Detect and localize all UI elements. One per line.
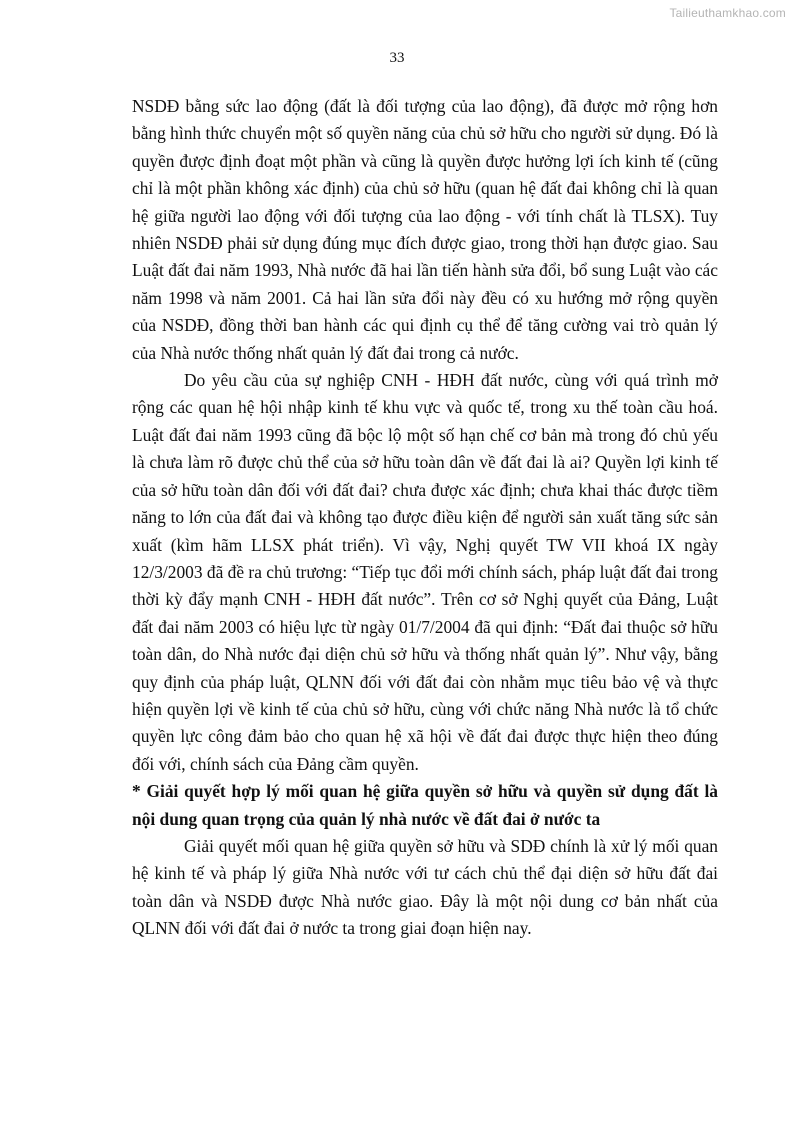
paragraph-cnh-hdh: Do yêu cầu của sự nghiệp CNH - HĐH đất nước, cùng với quá trình mở rộng các quan hệ hội nhập kinh tế khu vực và quốc tế, trong xu thế toàn cầu hoá. Luật đất đai năm 1993 cũng đã bộc lộ một số hạn chế cơ bản mà trong đó chủ yếu là chưa làm rõ được chủ thể của sở hữu toàn dân về đất đai là ai? Quyền lợi kinh tế của sở hữu toàn dân đối với đất đai? chưa được xác định; chưa khai thác được tiềm năng to lớn của đất đai và không tạo được điều kiện để người sản xuất tăng sức sản xuất (kìm hãm LLSX phát triển). Vì vậy, Nghị quyết TW VII khoá IX ngày 12/3/2003 đã đề ra chủ trương: “Tiếp tục đổi mới chính sách, pháp luật đất đai trong thời kỳ đẩy mạnh CNH - HĐH đất nước”. Trên cơ sở Nghị quyết của Đảng, Luật đất đai năm 2003 có hiệu lực từ ngày 01/7/2004 đã qui định: “Đất đai thuộc sở hữu toàn dân, do Nhà nước đại diện chủ sở hữu và thống nhất quản lý”. Như vậy, bằng quy định của pháp luật, QLNN đối với đất đai còn nhằm mục tiêu bảo vệ và thực hiện quyền lợi về kinh tế của chủ sở hữu, cùng với chức năng Nhà nước là tổ chức quyền lực công đảm bảo cho quan hệ xã hội về đất đai được thực hiện theo đúng đối với, chính sách của Đảng cầm quyền. [132,370,718,774]
paragraph-continuation: NSDĐ bằng sức lao động (đất là đối tượng của lao động), đã được mở rộng hơn bằng hình thức chuyển một số quyền năng của chủ sở hữu cho người sử dụng. Đó là quyền được định đoạt một phần và cũng là quyền được hưởng lợi ích kinh tế (cũng chỉ là một phần không xác định) của chủ sở hữu (quan hệ đất đai không chỉ là quan hệ giữa người lao động với đối tượng của lao động - với tính chất là TLSX). Tuy nhiên NSDĐ phải sử dụng đúng mục đích được giao, trong thời hạn được giao. Sau Luật đất đai năm 1993, Nhà nước đã hai lần tiến hành sửa đổi, bổ sung Luật vào các năm 1998 và năm 2001. Cả hai lần sửa đổi này đều có xu hướng mở rộng quyền của NSDĐ, đồng thời ban hành các qui định cụ thể để tăng cường vai trò quản lý của Nhà nước thống nhất quản lý đất đai trong cả nước. [132,96,718,363]
page-number: 33 [389,50,405,66]
watermark: Tailieuthamkhao.com [669,6,786,20]
section-heading: * Giải quyết hợp lý mối quan hệ giữa quyền sở hữu và quyền sử dụng đất là nội dung quan trọng của quản lý nhà nước về đất đai ở nước ta [132,781,718,829]
document-body [132,93,718,943]
paragraph-ownership-relation: Giải quyết mối quan hệ giữa quyền sở hữu và SDĐ chính là xử lý mối quan hệ kinh tế và pháp lý giữa Nhà nước với tư cách chủ thể đại diện sở hữu đất đai toàn dân và NSDĐ được Nhà nước giao. Đây là một nội dung cơ bản nhất của QLNN đối với đất đai ở nước ta trong giai đoạn hiện nay. [132,835,718,939]
